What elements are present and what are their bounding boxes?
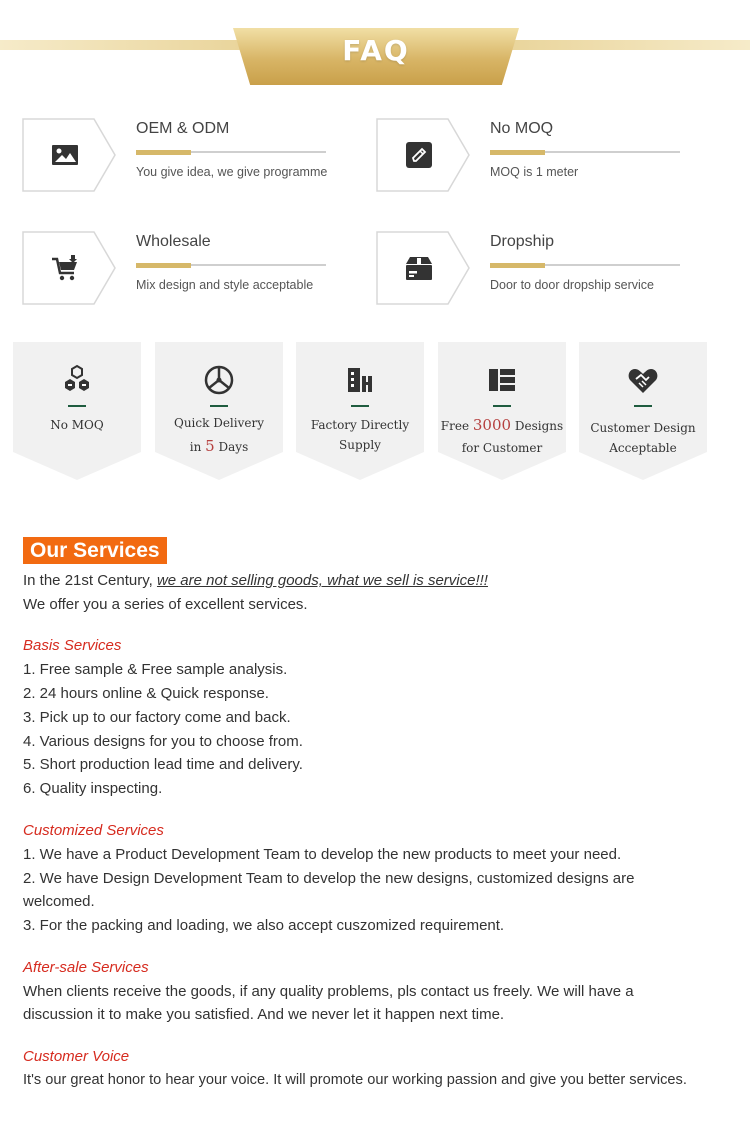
basis-item: 2. 24 hours online & Quick response. <box>23 685 269 702</box>
factory-icon <box>344 364 376 396</box>
aftersale-text: When clients receive the goods, if any quality problems, pls contact us freely. We will have a <box>23 983 634 1000</box>
aftersale-services-heading: After-sale Services <box>23 959 149 976</box>
feature-card-free-designs <box>438 342 566 480</box>
feature-label-line1: Customer Design <box>590 421 696 435</box>
feature-label-line2: for Customer <box>461 441 543 455</box>
feature-dash <box>351 405 369 407</box>
customized-item: 2. We have Design Development Team to develop the new designs, customized designs are <box>23 870 635 887</box>
hexagons-icon <box>61 364 93 396</box>
feature-label-days: Days <box>218 440 249 454</box>
feature-designs-number: 3000 <box>472 416 512 434</box>
feature-label-in: in <box>189 440 202 454</box>
feature-days-number: 5 <box>205 437 215 455</box>
faq-divider-accent <box>490 150 545 155</box>
basis-item: 1. Free sample & Free sample analysis. <box>23 661 288 678</box>
feature-card-quick-delivery <box>155 342 283 480</box>
faq-divider-accent <box>490 263 545 268</box>
faq-icon-box <box>376 231 471 305</box>
customized-item: 1. We have a Product Development Team to develop the new products to meet your need. <box>23 846 622 863</box>
aftersale-text: discussion it to make you satisfied. And we never let it happen next time. <box>23 1006 505 1023</box>
feature-dash <box>493 405 511 407</box>
feature-dash <box>210 405 228 407</box>
faq-item-oem <box>22 118 342 192</box>
customized-services-heading: Customized Services <box>23 822 164 839</box>
feature-label-line2: Supply <box>339 438 381 452</box>
customer-voice-text: It's our great honor to hear your voice. It will promote our working passion and give you better services. <box>23 1072 687 1088</box>
edit-icon <box>404 140 434 170</box>
customer-voice-heading: Customer Voice <box>23 1048 130 1065</box>
faq-stripe-right <box>500 40 750 50</box>
faq-desc: Mix design and style acceptable <box>136 278 314 292</box>
feature-label-line1: Factory Directly <box>310 418 410 432</box>
services-intro <box>23 572 488 589</box>
faq-desc: You give idea, we give programme <box>136 165 328 179</box>
services-slogan: we are not selling goods, what we sell is service!!! <box>156 572 488 589</box>
customized-item: welcomed. <box>23 893 95 910</box>
list-icon <box>486 364 518 396</box>
basis-item: 6. Quality inspecting. <box>23 780 163 797</box>
faq-item-wholesale <box>22 231 342 305</box>
faq-icon-box <box>376 118 471 192</box>
delivery-icon <box>203 364 235 396</box>
image-icon <box>50 140 80 170</box>
feature-label-line1 <box>438 414 566 437</box>
faq-divider-accent <box>136 263 191 268</box>
faq-heading: No MOQ <box>490 120 554 137</box>
faq-heading: Dropship <box>490 233 555 250</box>
basis-item: 3. Pick up to our factory come and back. <box>23 709 291 726</box>
faq-banner <box>0 28 750 88</box>
customized-item: 3. For the packing and loading, we also accept cuszomized requirement. <box>23 917 505 934</box>
box-icon <box>404 253 434 283</box>
feature-dash <box>634 405 652 407</box>
feature-label-line1: Quick Delivery <box>173 416 264 430</box>
faq-heading: OEM & ODM <box>136 120 230 137</box>
services-intro-prefix: In the 21st Century, <box>23 572 157 589</box>
feature-dash <box>68 405 86 407</box>
faq-stripe-left <box>0 40 250 50</box>
feature-label-line2: Acceptable <box>609 441 677 455</box>
faq-item-dropship <box>376 231 696 305</box>
feature-label-designs: Designs <box>514 419 564 433</box>
faq-divider-accent <box>136 150 191 155</box>
basis-item: 4. Various designs for you to choose from. <box>23 733 303 750</box>
services-title: Our Services <box>23 537 167 564</box>
basis-item: 5. Short production lead time and delivery. <box>23 756 303 773</box>
basis-services-heading: Basis Services <box>23 637 122 654</box>
faq-desc: Door to door dropship service <box>490 278 654 292</box>
feature-card-factory <box>296 342 424 480</box>
faq-icon-box <box>22 118 117 192</box>
faq-desc: MOQ is 1 meter <box>490 165 579 179</box>
cart-icon <box>50 253 80 283</box>
feature-card-no-moq <box>13 342 141 480</box>
faq-icon-box <box>22 231 117 305</box>
faq-heading: Wholesale <box>136 233 211 250</box>
feature-label-line2 <box>155 435 283 458</box>
feature-label: No MOQ <box>50 418 104 432</box>
services-intro-line2: We offer you a series of excellent services. <box>23 596 308 613</box>
faq-item-no-moq <box>376 118 696 192</box>
feature-card-customer-design <box>579 342 707 480</box>
feature-label-free: Free <box>440 419 470 433</box>
faq-title: FAQ <box>342 34 410 67</box>
handshake-icon <box>627 364 659 396</box>
